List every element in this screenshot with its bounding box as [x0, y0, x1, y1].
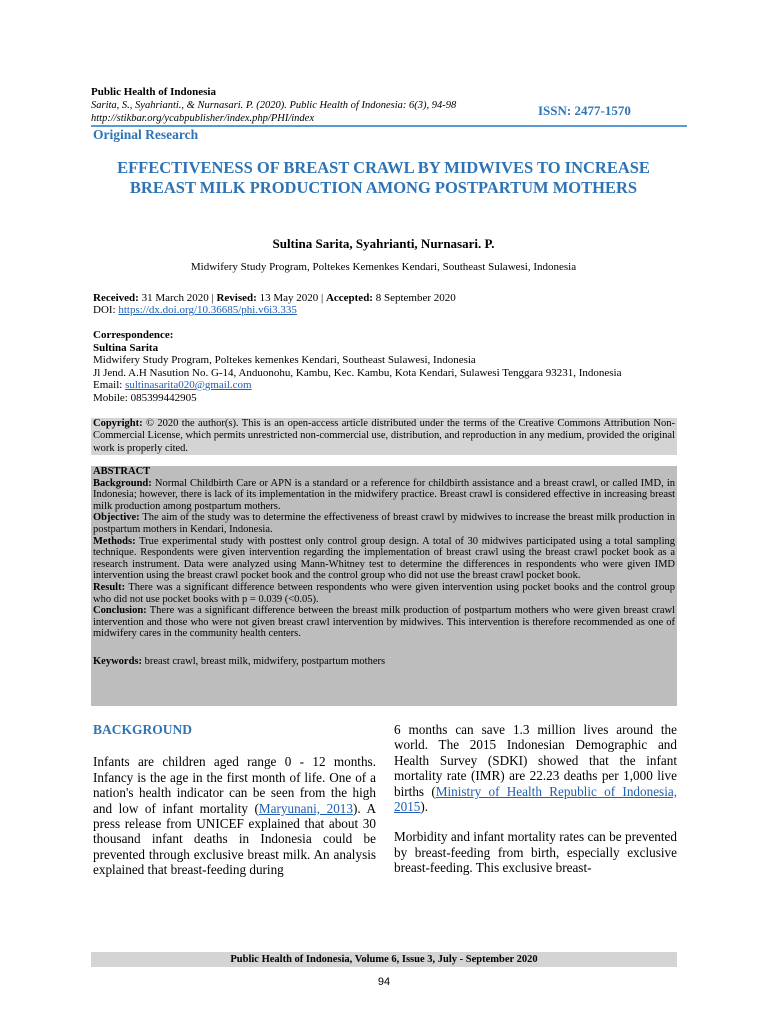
body-paragraph: 6 months can save 1.3 million lives around the world. The 2015 Indonesian Demographic and Health Survey (SDKI) showed that the infant mortality rate (IMR) are 22.23 deaths per 1,000 live births (Ministry of Health Republic of Indonesia, 2015).: [394, 722, 678, 815]
correspondence-block: [93, 329, 621, 404]
correspondence-name: Sultina Sarita: [93, 341, 159, 354]
doi-label: DOI:: [93, 304, 119, 316]
body-paragraph: Morbidity and infant mortality rates can be prevented by breast-feeding from birth, especially exclusive breast-feeding. This exclusive breast-: [394, 829, 677, 876]
article-dates: [93, 292, 456, 305]
abstract-methods-label: Methods:: [93, 535, 136, 547]
journal-name: Public Health of Indonesia: [91, 86, 216, 98]
correspondence-address: Jl Jend. A.H Nasution No. G-14, Anduonohu, Kambu, Kec. Kambu, Kota Kendari, Sulawesi Tenggara 93231, Indonesia: [93, 366, 622, 379]
paper-title: EFFECTIVENESS OF BREAST CRAWL BY MIDWIVES TO INCREASE BREAST MILK PRODUCTION AMONG POSTPARTUM MOTHERS: [117, 158, 650, 197]
revised-label: Revised:: [216, 292, 257, 304]
citation-link[interactable]: Ministry of Health Republic of Indonesia, 2015: [394, 783, 678, 815]
affiliation: Midwifery Study Program, Poltekes Kemenkes Kendari, Southeast Sulawesi, Indonesia: [190, 261, 577, 273]
accepted-date: 8 September 2020: [372, 292, 456, 304]
abstract-result: There was a significant difference between respondents who were given intervention using pocket books and the control group who did not use pocket books with p = 0.039 (<0.05).: [93, 581, 675, 605]
correspondence-institution: Midwifery Study Program, Poltekes kemenkes Kendari, Southeast Sulawesi, Indonesia: [93, 354, 476, 366]
revised-date: 13 May 2020 |: [256, 292, 326, 304]
abstract-objective: The aim of the study was to determine the effectiveness of breast crawl by midwives to increase the breast milk production in postpartum mothers in Kendari, Indonesia.: [93, 512, 675, 535]
body-column-left: [93, 722, 376, 893]
keywords-label: Keywords:: [93, 655, 142, 667]
abstract-heading: ABSTRACT: [93, 466, 151, 477]
doi-link[interactable]: https://dx.doi.org/10.36685/phi.v6i3.335: [118, 304, 297, 316]
article-type: Original Research: [93, 127, 199, 142]
received-date: 31 March 2020 |: [138, 292, 217, 304]
doi: [93, 304, 297, 317]
abstract-conclusion-label: Conclusion:: [93, 605, 147, 617]
citation-text: Sarita, S., Syahrianti., & Nurnasari. P. (2020). Public Health of Indonesia: 6(3), 94-98: [91, 100, 457, 111]
citation-line: [91, 99, 456, 125]
abstract-box: [91, 466, 677, 706]
email-link[interactable]: sultinasarita020@gmail.com: [125, 379, 252, 391]
abstract-conclusion: There was a significant difference between the breast milk production of postpartum mothers who were given breast crawl intervention and those who were not given breast crawl intervention by midwives. This intervention is therefore recommended as one of midwifery cares in the community health centers.: [93, 605, 675, 640]
copyright-text: © 2020 the author(s). This is an open-access article distributed under the terms of the Creative Commons Attribution Non-Commercial License, which permits unrestricted non-commercial use, distribution, and reproduction in any medium, provided the original work is properly cited.: [93, 418, 675, 454]
copyright-label: Copyright:: [93, 418, 143, 429]
abstract-methods: True experimental study with posttest only control group design. A total of 30 midwives participated using a total sampling technique. Respondents were given intervention regarding the implementation of breast crawl using the breast crawl pocket book as a research instrument. Data were analyzed using Mann-Whitney test to determine the differences in respondents who were given IMD intervention using the breast crawl pocket book and the control group who did not use the breast crawl pocket book.: [93, 535, 675, 582]
abstract-background-label: Background:: [93, 477, 152, 489]
footer-bar: Public Health of Indonesia, Volume 6, Issue 3, July - September 2020: [91, 952, 677, 967]
journal-url[interactable]: http://stikbar.org/ycabpublisher/index.php/PHI/index: [91, 113, 314, 124]
mobile-number: Mobile: 085399442905: [93, 391, 197, 404]
received-label: Received:: [93, 292, 139, 304]
copyright-box: [91, 418, 677, 455]
abstract-result-label: Result:: [93, 581, 126, 593]
page-number: 94: [377, 976, 391, 988]
abstract-objective-label: Objective:: [93, 512, 140, 524]
section-heading: BACKGROUND: [93, 722, 193, 737]
body-paragraph: Infants are children aged range 0 - 12 months. Infancy is the age in the first month of life. One of a nation's health indicator can be seen from the high and low of infant mortality (Maryunani, 2013). A press release from UNICEF explained that about 30 thousand infant deaths in Indonesia could be prevented through exclusive breast milk. An analysis explained that breast-feeding during: [93, 754, 376, 878]
body-column-right: [394, 722, 677, 891]
accepted-label: Accepted:: [325, 292, 373, 304]
correspondence-label: Correspondence:: [93, 329, 174, 341]
issn: ISSN: 2477-1570: [538, 103, 631, 118]
email-label: Email:: [93, 379, 126, 391]
authors: Sultina Sarita, Syahrianti, Nurnasari. P.: [272, 236, 495, 251]
keywords: breast crawl, breast milk, midwifery, postpartum mothers: [142, 655, 386, 667]
abstract-background: Normal Childbirth Care or APN is a standard or a reference for childbirth assistance and a breast crawl, or called IMD, in Indonesia; however, there is lack of its implementation in the midwifery practice. Breast crawl is considered effective in increasing breast milk production among postpartum mothers.: [93, 477, 675, 512]
citation-link[interactable]: Maryunani, 2013: [258, 800, 353, 816]
